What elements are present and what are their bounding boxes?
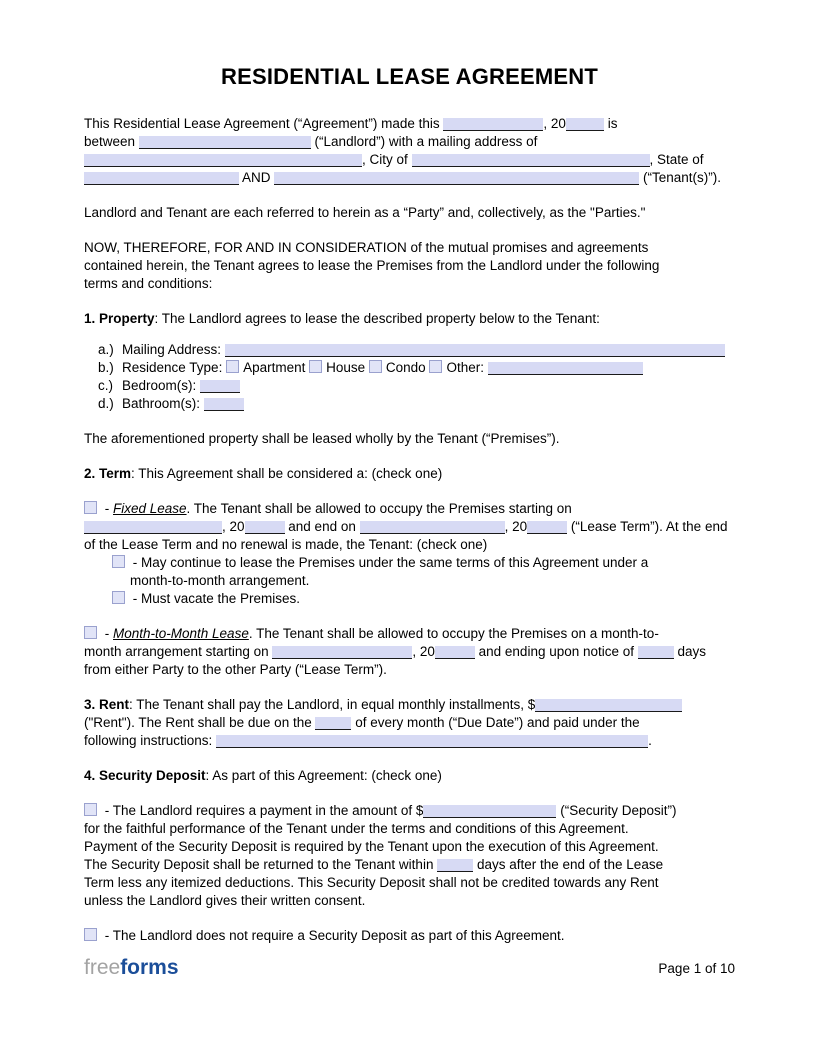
- field-fixed-start-date[interactable]: [84, 521, 222, 534]
- section-number-property: 1. Property: [84, 311, 155, 326]
- page-number: Page 1 of 10: [658, 961, 735, 976]
- property-item-bathrooms: [84, 395, 735, 413]
- field-m2m-start-date[interactable]: [272, 646, 412, 659]
- text-run: , State of: [649, 152, 704, 167]
- deposit-line-3: Payment of the Security Deposit is required by the Tenant upon the execution of this Agreement.: [84, 839, 659, 854]
- section-number-rent: 3. Rent: [84, 697, 130, 712]
- text-run: of every month (“Due Date”) and paid under the: [351, 715, 640, 730]
- field-deposit-amount[interactable]: [423, 805, 556, 818]
- field-fixed-end-date[interactable]: [360, 521, 505, 534]
- field-mailing-address[interactable]: [225, 344, 725, 357]
- field-payment-instructions[interactable]: [216, 735, 648, 748]
- text-run: This Residential Lease Agreement (“Agreement”) made this: [84, 116, 444, 131]
- text-run: -: [101, 501, 113, 516]
- text-run: between: [84, 134, 139, 149]
- consideration-line-1: NOW, THEREFORE, FOR AND IN CONSIDERATION of the mutual promises and agreements: [84, 240, 649, 255]
- deposit-line-5: Term less any itemized deductions. This Security Deposit shall not be credited towards any Rent: [84, 875, 659, 890]
- rent-section: [84, 696, 735, 750]
- no-deposit-option: [84, 927, 735, 945]
- consideration-line-3: terms and conditions:: [84, 276, 213, 291]
- fixed-lease-suboption-continue: [84, 554, 735, 572]
- text-run: Bathroom(s):: [122, 396, 204, 411]
- fixed-lease-line-2: [84, 518, 735, 536]
- property-item-residence-type: [84, 359, 735, 377]
- fixed-lease-option: [84, 500, 735, 608]
- field-bedrooms[interactable]: [200, 380, 240, 393]
- text-run: : The Landlord agrees to lease the described property below to the Tenant:: [154, 311, 600, 326]
- fixed-lease-suboption-continue-cont: month-to-month arrangement.: [130, 573, 310, 588]
- list-label: b.): [98, 360, 114, 375]
- intro-line-2: [84, 133, 735, 151]
- month-to-month-label: Month-to-Month Lease: [113, 626, 249, 641]
- field-landlord-address[interactable]: [84, 154, 362, 167]
- text-run: .: [648, 733, 652, 748]
- intro-line-4: [84, 169, 735, 187]
- section-number-term: 2. Term: [84, 466, 132, 481]
- checkbox-house[interactable]: [309, 360, 322, 373]
- rent-line-2: [84, 714, 735, 732]
- field-bathrooms[interactable]: [204, 398, 244, 411]
- property-section-heading: [84, 310, 735, 328]
- property-item-mailing-address: [84, 341, 735, 359]
- checkbox-condo[interactable]: [369, 360, 382, 373]
- intro-line-1: [84, 115, 735, 133]
- deposit-line-6: unless the Landlord gives their written consent.: [84, 893, 366, 908]
- text-run: AND: [239, 170, 275, 185]
- month-to-month-option: [84, 625, 735, 679]
- text-run: - The Landlord does not require a Security Deposit as part of this Agreement.: [101, 928, 565, 943]
- document-title: RESIDENTIAL LEASE AGREEMENT: [221, 64, 598, 89]
- field-rent-amount[interactable]: [535, 699, 682, 712]
- intro-line-3: [84, 151, 735, 169]
- text-run: - The Landlord requires a payment in the amount of $: [101, 803, 424, 818]
- field-agreement-day[interactable]: [443, 118, 543, 131]
- checkbox-must-vacate[interactable]: [112, 591, 125, 604]
- premises-paragraph: [84, 430, 735, 448]
- intro-paragraph: [84, 115, 735, 187]
- field-due-day[interactable]: [315, 717, 351, 730]
- text-run: Residence Type:: [122, 360, 227, 375]
- property-list: [84, 341, 735, 413]
- checkbox-apartment[interactable]: [226, 360, 239, 373]
- checkbox-deposit-required[interactable]: [84, 803, 97, 816]
- option-label-condo: Condo: [385, 360, 430, 375]
- text-run: Mailing Address:: [122, 342, 225, 357]
- checkbox-other[interactable]: [429, 360, 442, 373]
- text-run: Bedroom(s):: [122, 378, 201, 393]
- text-run: The Security Deposit shall be returned to the Tenant within: [84, 857, 438, 872]
- no-deposit-line: [84, 927, 735, 945]
- deposit-required-option: [84, 802, 735, 910]
- text-run: and ending upon notice of: [474, 644, 638, 659]
- freeforms-logo: [84, 956, 179, 980]
- m2m-line-2: [84, 643, 735, 661]
- section-number-deposit: 4. Security Deposit: [84, 768, 206, 783]
- option-label-house: House: [326, 360, 369, 375]
- field-notice-days[interactable]: [638, 646, 674, 659]
- deposit-line-2: for the faithful performance of the Tenant under the terms and conditions of this Agreement.: [84, 821, 629, 836]
- field-other-residence[interactable]: [488, 362, 643, 375]
- consideration-paragraph: [84, 239, 735, 293]
- logo-text-forms: forms: [120, 956, 179, 979]
- field-landlord-name[interactable]: [139, 136, 311, 149]
- parties-line: Landlord and Tenant are each referred to herein as a “Party” and, collectively, as the "Parties.": [84, 205, 646, 220]
- field-state[interactable]: [84, 172, 239, 185]
- m2m-line-1: [84, 625, 735, 643]
- field-fixed-start-year[interactable]: [245, 521, 285, 534]
- field-deposit-return-days[interactable]: [437, 859, 473, 872]
- text-run: . The Tenant shall be allowed to occupy the Premises starting on: [186, 501, 572, 516]
- text-run: , City of: [362, 152, 412, 167]
- text-run: (“Lease Term”). At the end: [567, 519, 728, 534]
- text-run: ("Rent"). The Rent shall be due on the: [84, 715, 316, 730]
- fixed-lease-label: Fixed Lease: [113, 501, 187, 516]
- text-run: following instructions:: [84, 733, 217, 748]
- fixed-lease-suboption-vacate: [84, 590, 735, 608]
- field-tenant-names[interactable]: [274, 172, 639, 185]
- field-fixed-end-year[interactable]: [527, 521, 567, 534]
- list-label: d.): [98, 396, 114, 411]
- text-run: . The Tenant shall be allowed to occupy the Premises on a month-to-: [248, 626, 659, 641]
- text-run: -: [101, 626, 113, 641]
- text-run: , 20: [504, 519, 528, 534]
- option-label-other: Other:: [446, 360, 488, 375]
- fixed-lease-line-1: [84, 500, 735, 518]
- list-label: c.): [98, 378, 113, 393]
- logo-text-free: free: [84, 956, 121, 979]
- text-run: , 20: [222, 519, 245, 534]
- page-footer: [84, 956, 735, 980]
- m2m-line-3: from either Party to the other Party (“Lease Term”).: [84, 662, 387, 677]
- consideration-line-2: contained herein, the Tenant agrees to lease the Premises from the Landlord under the following: [84, 258, 660, 273]
- text-run: , 20: [543, 116, 566, 131]
- text-run: : As part of this Agreement: (check one): [205, 768, 442, 783]
- field-city[interactable]: [412, 154, 650, 167]
- option-label-apartment: Apartment: [243, 360, 310, 375]
- text-run: - May continue to lease the Premises under the same terms of this Agreement under a: [129, 555, 649, 570]
- field-m2m-start-year[interactable]: [435, 646, 475, 659]
- checkbox-fixed-lease[interactable]: [84, 501, 97, 514]
- parties-paragraph: [84, 204, 735, 222]
- text-run: month arrangement starting on: [84, 644, 273, 659]
- rent-line-1: [84, 696, 735, 714]
- text-run: (“Landlord”) with a mailing address of: [310, 134, 538, 149]
- text-run: - Must vacate the Premises.: [129, 591, 301, 606]
- premises-line: The aforementioned property shall be leased wholly by the Tenant (“Premises”).: [84, 431, 560, 446]
- text-run: , 20: [412, 644, 435, 659]
- text-run: : This Agreement shall be considered a: (check one): [131, 466, 443, 481]
- checkbox-no-deposit[interactable]: [84, 928, 97, 941]
- text-run: is: [603, 116, 618, 131]
- property-item-bedrooms: [84, 377, 735, 395]
- deposit-line-4: [84, 856, 735, 874]
- deposit-section-heading: [84, 767, 735, 785]
- deposit-line-1: [84, 802, 735, 820]
- fixed-lease-line-3: of the Lease Term and no renewal is made, the Tenant: (check one): [84, 537, 488, 552]
- text-run: (“Security Deposit”): [556, 803, 677, 818]
- field-agreement-year[interactable]: [566, 118, 604, 131]
- text-run: and end on: [284, 519, 360, 534]
- text-run: days: [673, 644, 707, 659]
- text-run: (“Tenant(s)”).: [639, 170, 722, 185]
- text-run: days after the end of the Lease: [473, 857, 664, 872]
- term-section-heading: [84, 465, 735, 483]
- checkbox-may-continue[interactable]: [112, 555, 125, 568]
- list-label: a.): [98, 342, 114, 357]
- checkbox-month-to-month[interactable]: [84, 626, 97, 639]
- rent-line-3: [84, 732, 735, 750]
- text-run: : The Tenant shall pay the Landlord, in equal monthly installments, $: [129, 697, 536, 712]
